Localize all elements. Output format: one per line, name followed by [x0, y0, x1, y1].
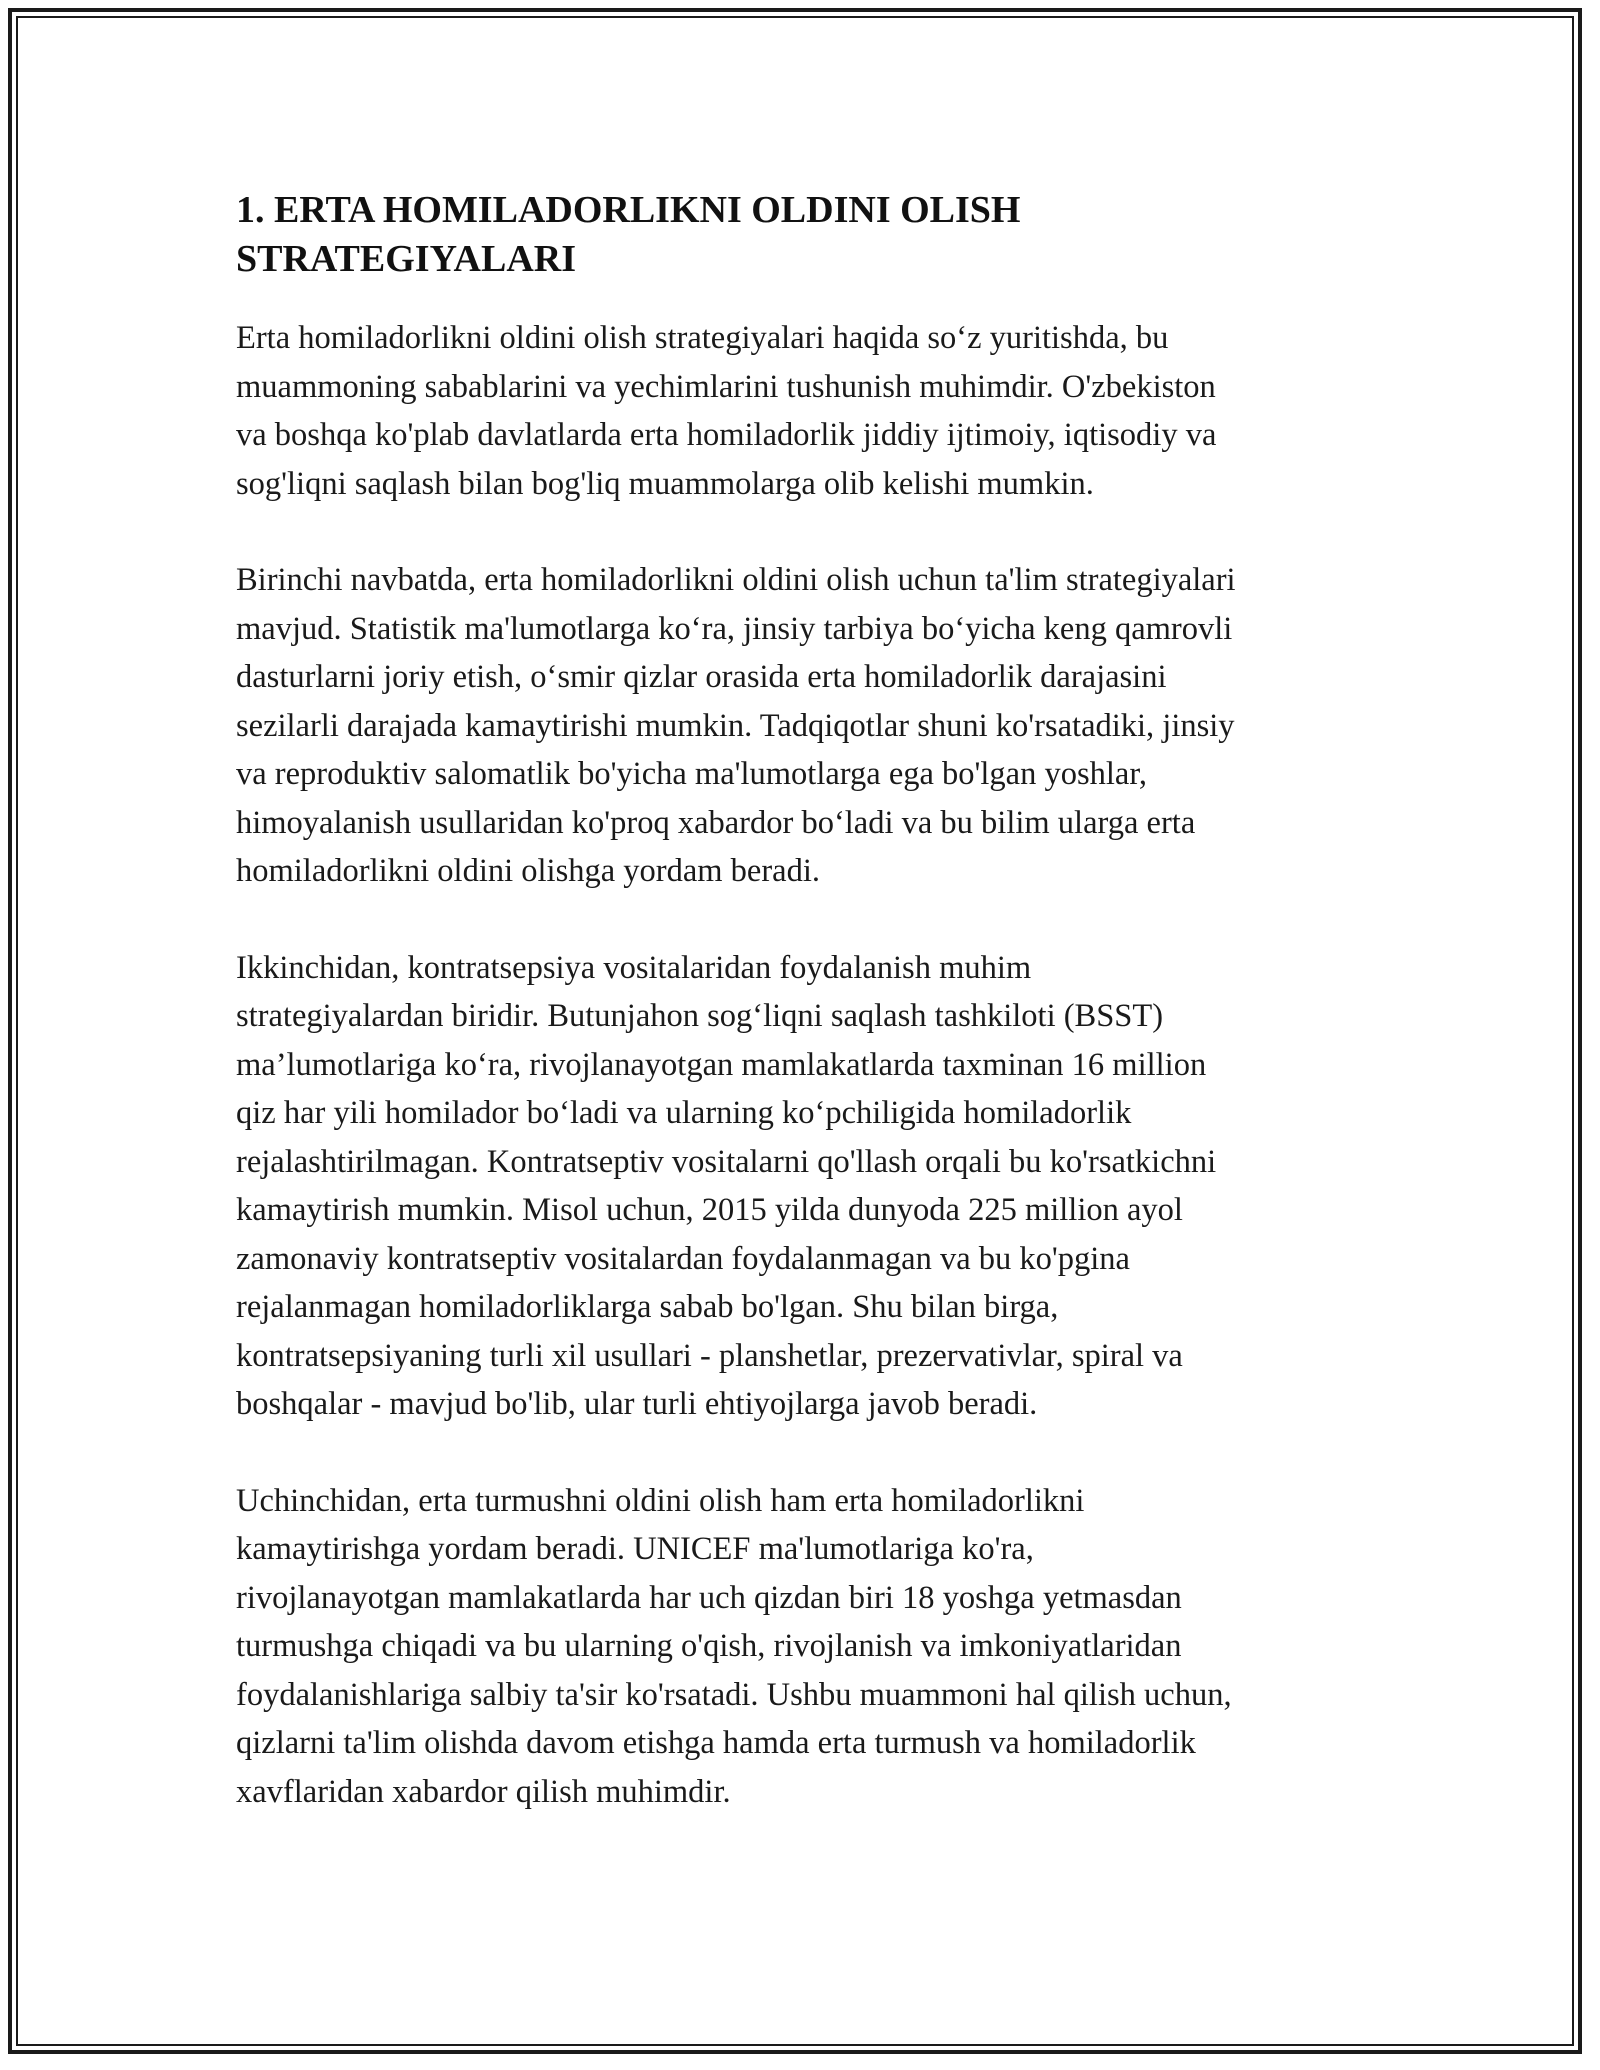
text-line: kontratsepsiyaning turli xil usullari - planshetlar, prezervativlar, spiral va: [236, 1337, 1183, 1374]
text-line: homiladorlikni oldini olishga yordam beradi.: [236, 853, 821, 889]
text-line: turmushga chiqadi va bu ularning o'qish, rivojlanish va imkoniyatlaridan: [236, 1628, 1182, 1664]
text-line: mavjud. Statistik ma'lumotlarga ko‘ra, jinsiy tarbiya bo‘yicha keng qamrovli: [236, 610, 1233, 647]
text-line: qiz har yili homilador bo‘ladi va ularning ko‘pchiligida homiladorlik: [236, 1095, 1132, 1131]
text-line: sezilarli darajada kamaytirishi mumkin. Tadqiqotlar shuni ko'rsatadiki, jinsiy: [236, 707, 1235, 744]
document-page: [236, 186, 1366, 1864]
text-line: Uchinchidan, erta turmushni oldini olish ham erta homiladorlikni: [236, 1482, 1085, 1519]
text-line: rivojlanayotgan mamlakatlarda har uch qizdan biri 18 yoshga yetmasdan: [236, 1579, 1182, 1616]
text-line: va reproduktiv salomatlik bo'yicha ma'lumotlarga ega bo'lgan yoshlar,: [236, 756, 1147, 792]
text-line: va boshqa ko'plab davlatlarda erta homiladorlik jiddiy ijtimoiy, iqtisodiy va: [236, 417, 1217, 453]
text-line: zamonaviy kontratseptiv vositalardan foydalanmagan va bu ko'pgina: [236, 1240, 1130, 1277]
text-line: rejalanmagan homiladorliklarga sabab bo'lgan. Shu bilan birga,: [236, 1289, 1059, 1325]
paragraph-second: [236, 944, 1366, 1429]
paragraph-third: [236, 1477, 1366, 1817]
text-line: Ikkinchidan, kontratsepsiya vositalaridan foydalanish muhim: [236, 949, 1032, 986]
text-line: muammoning sabablarini va yechimlarini tushunish muhimdir. O'zbekiston: [236, 368, 1216, 405]
text-line: kamaytirishga yordam beradi. UNICEF ma'lumotlariga ko'ra,: [236, 1531, 1034, 1567]
section-heading: [236, 186, 1366, 284]
text-line: kamaytirish mumkin. Misol uchun, 2015 yilda dunyoda 225 million ayol: [236, 1192, 1183, 1228]
text-line: qizlarni ta'lim olishda davom etishga hamda erta turmush va homiladorlik: [236, 1725, 1196, 1761]
text-line: sog'liqni saqlash bilan bog'liq muammolarga olib kelishi mumkin.: [236, 465, 1094, 502]
text-line: himoyalanish usullaridan ko'proq xabardor bo‘ladi va bu bilim ularga erta: [236, 804, 1196, 841]
paragraph-first: [236, 556, 1366, 896]
heading-line: 1. ERTA HOMILADORLIKNI OLDINI OLISH: [236, 189, 1021, 231]
text-line: foydalanishlariga salbiy ta'sir ko'rsatadi. Ushbu muammoni hal qilish uchun,: [236, 1676, 1232, 1713]
text-line: ma’lumotlariga ko‘ra, rivojlanayotgan mamlakatlarda taxminan 16 million: [236, 1046, 1207, 1083]
text-line: xavflaridan xabardor qilish muhimdir.: [236, 1773, 731, 1810]
text-line: Erta homiladorlikni oldini olish strategiyalari haqida so‘z yuritishda, bu: [236, 320, 1169, 356]
text-line: strategiyalardan biridir. Butunjahon sog‘liqni saqlash tashkiloti (BSST): [236, 998, 1164, 1034]
paragraph-intro: [236, 314, 1366, 508]
text-line: boshqalar - mavjud bo'lib, ular turli ehtiyojlarga javob beradi.: [236, 1386, 1038, 1422]
heading-line: STRATEGIYALARI: [236, 238, 576, 280]
text-line: Birinchi navbatda, erta homiladorlikni oldini olish uchun ta'lim strategiyalari: [236, 562, 1236, 598]
text-line: dasturlarni joriy etish, o‘smir qizlar orasida erta homiladorlik darajasini: [236, 659, 1167, 695]
text-line: rejalashtirilmagan. Kontratseptiv vositalarni qo'llash orqali bu ko'rsatkichni: [236, 1143, 1217, 1180]
